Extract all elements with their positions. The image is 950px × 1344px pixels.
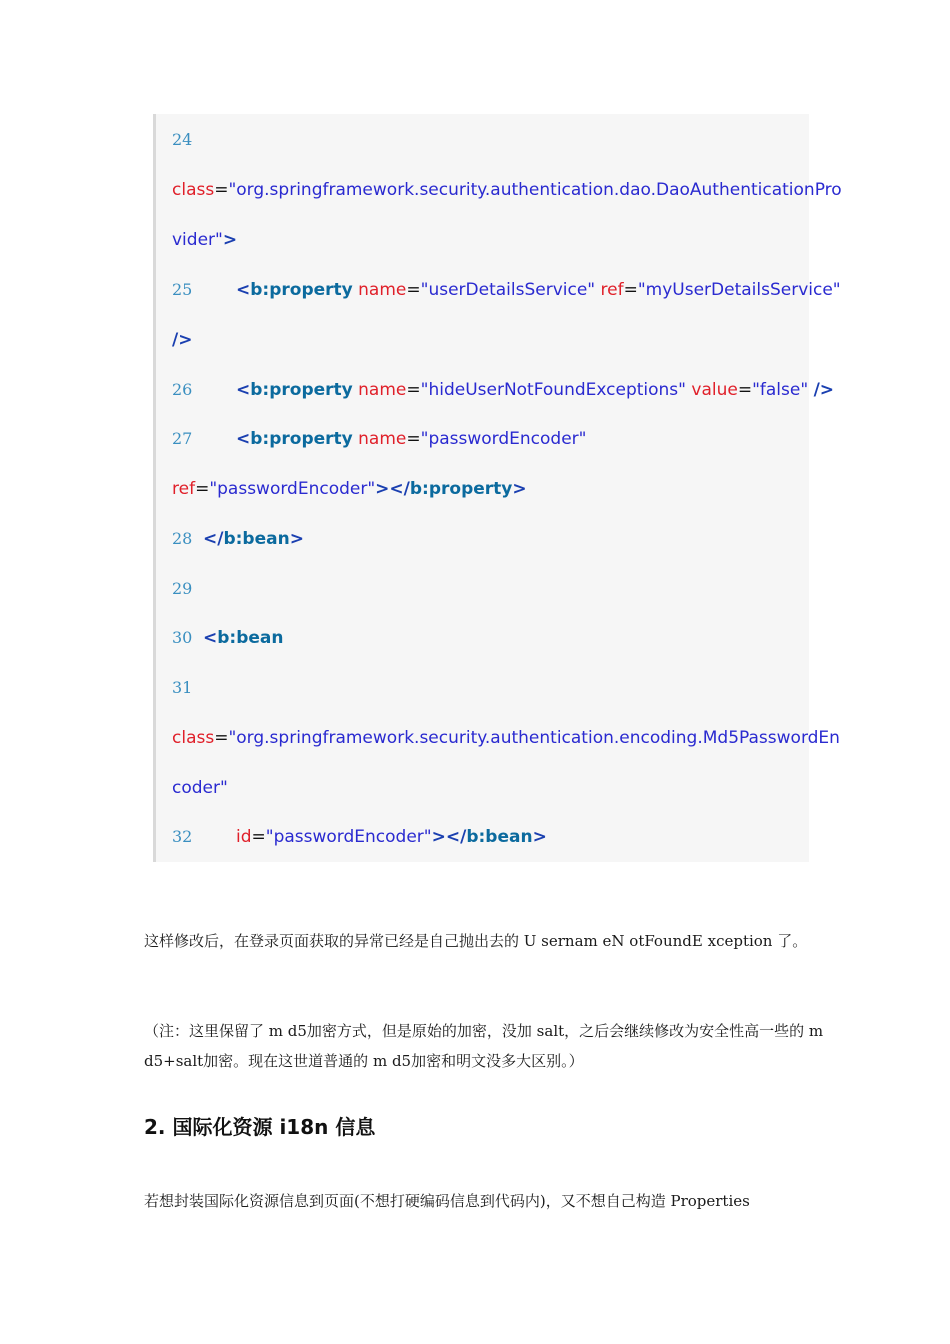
code-line-24-cont <box>172 176 842 204</box>
code-line-31-cont <box>172 724 840 752</box>
tag-name: b:property <box>250 380 353 400</box>
attr-name: name <box>358 429 407 449</box>
code-line-32 <box>172 823 547 851</box>
line-number: 25 <box>172 280 193 299</box>
paragraph-exception-note: 这样修改后，在登录页面获取的异常已经是自己抛出去的 U sernam eN otFoundE xception 了。 <box>144 932 808 950</box>
tag-name: b:property <box>409 479 513 499</box>
tag-name: b:bean <box>223 529 290 549</box>
code-line-29 <box>172 575 192 603</box>
attr-value: "myUserDetailsService" <box>637 280 841 300</box>
tag-bracket: < <box>203 628 218 648</box>
tag-bracket: </ <box>445 827 467 847</box>
line-number: 31 <box>172 678 193 697</box>
line-number: 24 <box>172 130 193 149</box>
attr-value: "passwordEncoder" <box>420 429 587 449</box>
code-line-25 <box>172 276 841 304</box>
code-line-24-wrap <box>172 226 237 254</box>
equals-sign: = <box>214 728 229 748</box>
line-number: 27 <box>172 429 193 448</box>
tag-bracket: > <box>431 827 446 847</box>
line-number: 26 <box>172 380 193 399</box>
attr-value: "passwordEncoder" <box>265 827 432 847</box>
code-line-31-wrap <box>172 774 228 802</box>
attr-name: name <box>358 280 407 300</box>
tag-name: b:property <box>250 429 353 449</box>
tag-bracket: </ <box>389 479 410 499</box>
line-number: 28 <box>172 529 193 548</box>
line-number: 32 <box>172 827 193 846</box>
equals-sign: = <box>251 827 266 847</box>
equals-sign: = <box>406 429 421 449</box>
attr-name: class <box>172 180 215 200</box>
attr-value: "hideUserNotFoundExceptions" <box>420 380 686 400</box>
equals-sign: = <box>195 479 210 499</box>
attr-value: "org.springframework.security.authentication.encoding.Md5PasswordEn <box>228 728 840 748</box>
tag-bracket: > <box>289 529 304 549</box>
tag-bracket: > <box>532 827 547 847</box>
code-line-25-wrap <box>172 326 192 354</box>
paragraph-md5-note: （注：这里保留了 m d5加密方式，但是原始的加密，没加 salt，之后会继续修改为安全性高一些的 m d5+salt加密。现在这世道普通的 m d5加密和明文没多大区别。） <box>144 1022 824 1070</box>
attr-value: vider" <box>172 230 223 250</box>
attr-name: ref <box>600 280 624 300</box>
code-line-24 <box>172 126 192 154</box>
paragraph-i18n-intro: 若想封装国际化资源信息到页面(不想打硬编码信息到代码内)，又不想自己构造 Properties <box>144 1192 750 1210</box>
tag-name: b:bean <box>217 628 284 648</box>
tag-bracket: > <box>512 479 527 499</box>
tag-bracket: < <box>236 429 251 449</box>
tag-bracket: /> <box>813 380 835 400</box>
line-number: 29 <box>172 579 193 598</box>
attr-value: "false" <box>752 380 809 400</box>
tag-name: b:bean <box>466 827 533 847</box>
equals-sign: = <box>623 280 638 300</box>
code-line-30 <box>172 624 284 652</box>
equals-sign: = <box>737 380 753 400</box>
section-heading: 2. 国际化资源 i18n 信息 <box>144 1115 376 1139</box>
code-line-27 <box>172 425 586 453</box>
code-line-26 <box>172 376 834 404</box>
attr-name: name <box>358 380 407 400</box>
tag-bracket: /> <box>172 330 193 350</box>
tag-name: b:property <box>250 280 353 300</box>
attr-name: value <box>691 380 738 400</box>
code-line-28 <box>172 525 304 553</box>
tag-bracket: > <box>222 230 238 250</box>
attr-value: "userDetailsService" <box>420 280 596 300</box>
attr-name: class <box>172 728 215 748</box>
equals-sign: = <box>406 380 421 400</box>
attr-value: "org.springframework.security.authentication.dao.DaoAuthenticationPro <box>228 180 842 200</box>
code-line-31 <box>172 674 192 702</box>
equals-sign: = <box>406 280 421 300</box>
tag-bracket: < <box>236 280 251 300</box>
equals-sign: = <box>214 180 229 200</box>
tag-bracket: > <box>375 479 390 499</box>
attr-value: "passwordEncoder" <box>209 479 376 499</box>
tag-bracket: < <box>236 380 251 400</box>
attr-name: id <box>236 827 252 847</box>
line-number: 30 <box>172 628 193 647</box>
tag-bracket: </ <box>203 529 224 549</box>
attr-value: coder" <box>172 778 228 798</box>
code-line-27-wrap <box>172 475 527 503</box>
attr-name: ref <box>172 479 196 499</box>
